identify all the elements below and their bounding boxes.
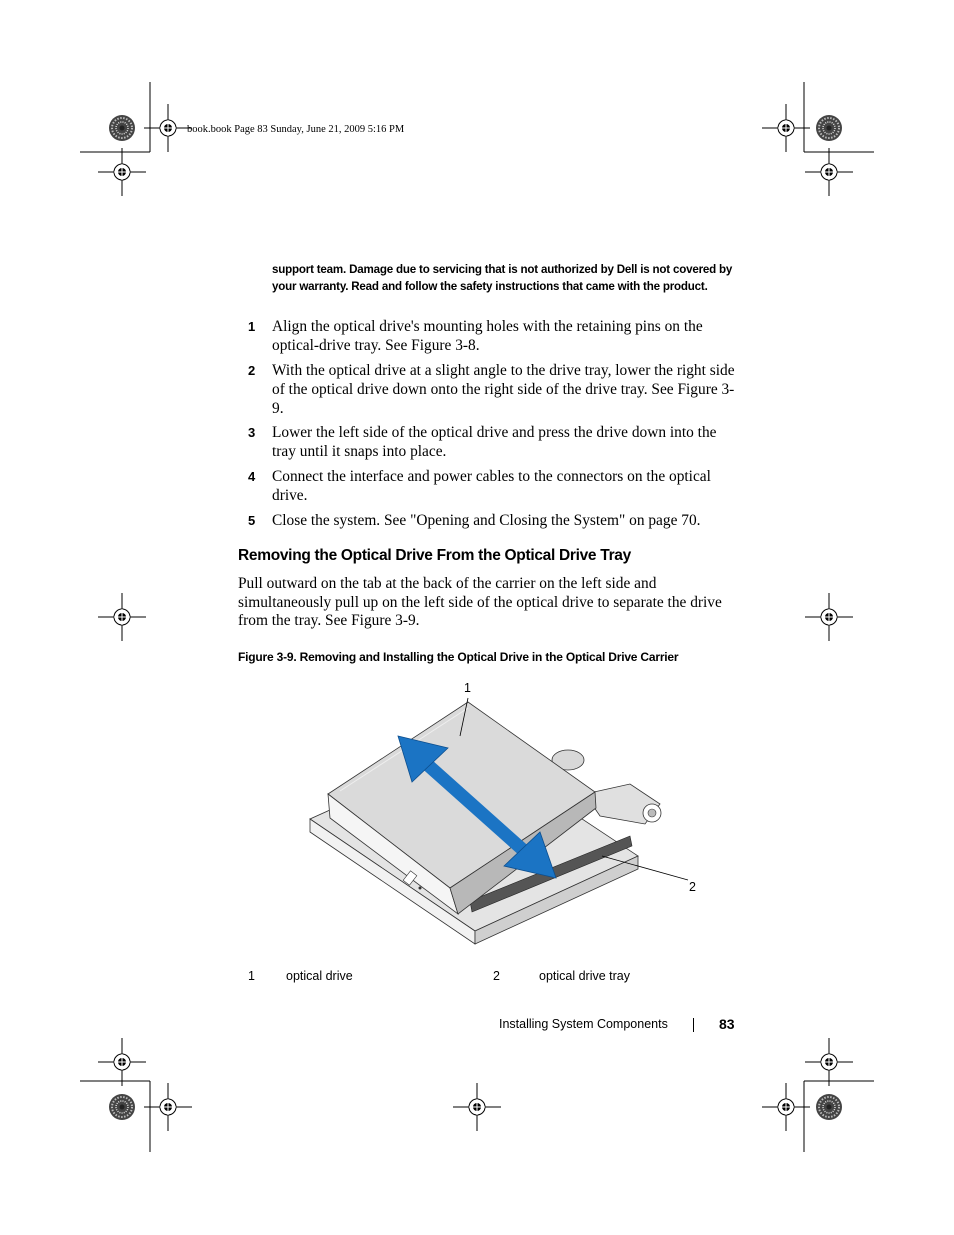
figure-caption: Figure 3-9. Removing and Installing the Optical Drive in the Optical Drive Carrier xyxy=(238,650,679,664)
footer-section-title: Installing System Components xyxy=(499,1017,668,1031)
step-number: 1 xyxy=(248,319,256,334)
step-number: 5 xyxy=(248,513,256,528)
legend-2-label: optical drive tray xyxy=(539,969,631,983)
optical-drive-illustration xyxy=(300,676,700,948)
step-1 xyxy=(248,317,738,355)
step-text: Lower the left side of the optical drive and press the drive down into the tray until it snaps into place. xyxy=(272,424,717,460)
callout-2-label: 2 xyxy=(689,880,696,894)
step-3 xyxy=(248,423,738,461)
callout-1-label: 1 xyxy=(464,681,471,695)
page-number: 83 xyxy=(719,1016,735,1032)
step-text: With the optical drive at a slight angle to the drive tray, lower the right side of the optical drive down onto the right side of the drive tray. See Figure 3-9. xyxy=(272,362,735,417)
section-paragraph: Pull outward on the tab at the back of the carrier on the left side and simultaneously pull up on the left side of the optical drive to separate the drive from the tray. See Figure 3-9. xyxy=(238,575,722,629)
step-2 xyxy=(248,361,738,418)
step-text: Close the system. See "Opening and Closing the System" on page 70. xyxy=(272,512,701,529)
section-heading: Removing the Optical Drive From the Optical Drive Tray xyxy=(238,547,631,564)
legend-1-number: 1 xyxy=(248,969,255,983)
legend-2-number: 2 xyxy=(493,969,500,983)
step-5 xyxy=(248,511,738,530)
step-4 xyxy=(248,467,738,505)
print-slug: book.book Page 83 Sunday, June 21, 2009 5:16 PM xyxy=(187,124,405,135)
step-text: Align the optical drive's mounting holes with the retaining pins on the optical-drive tray. See Figure 3-8. xyxy=(272,318,703,354)
step-number: 4 xyxy=(248,469,256,484)
step-number: 3 xyxy=(248,425,256,440)
step-number: 2 xyxy=(248,363,256,378)
step-text: Connect the interface and power cables to the connectors on the optical drive. xyxy=(272,468,711,504)
footer-divider xyxy=(693,1018,694,1032)
warning-continuation: support team. Damage due to servicing that is not authorized by Dell is not covered by your warranty. Read and follow the safety instructions that came with the product. xyxy=(272,263,733,293)
legend-1-label: optical drive xyxy=(286,969,353,983)
